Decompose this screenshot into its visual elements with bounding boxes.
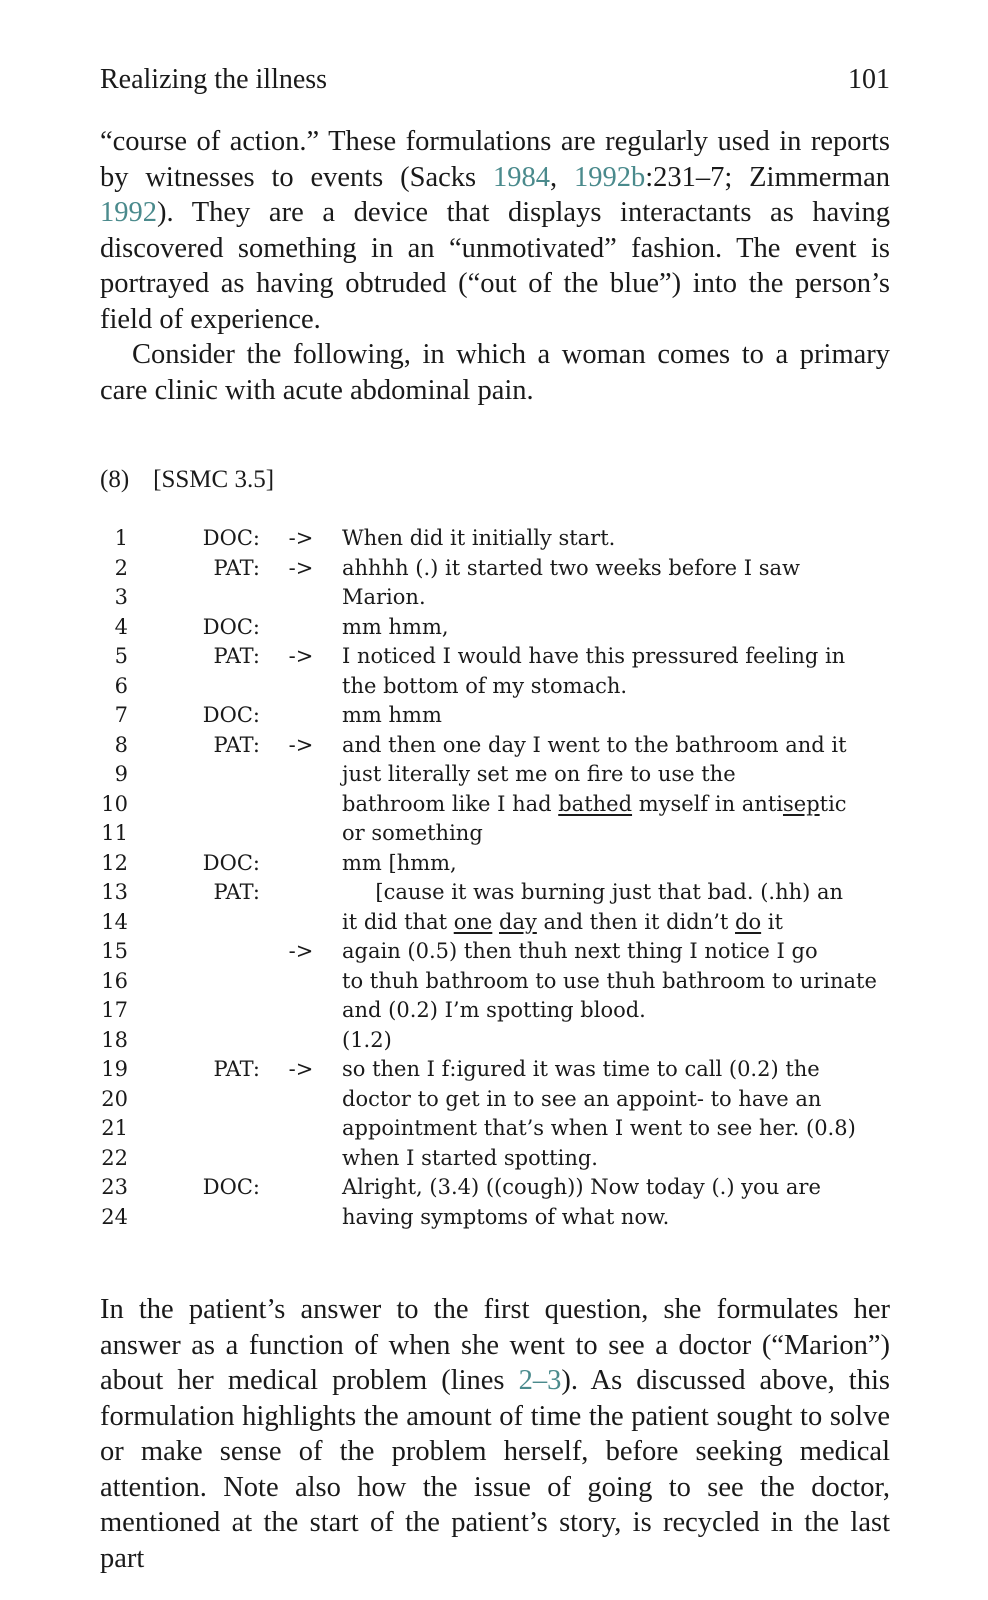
utterance-segment: so then I f:igured it was time to call (0.2) the [342, 1057, 820, 1081]
utterance-segment: Alright, (3.4) ((cough)) Now today (.) you are [342, 1175, 821, 1199]
line-number: 23 [101, 1175, 128, 1199]
line-number: 19 [101, 1057, 128, 1081]
utterance-segment: myself in anti [632, 791, 783, 816]
line-number: 15 [101, 939, 128, 963]
transcript-line [100, 878, 890, 908]
arrow-marker [260, 760, 342, 790]
utterance-segment: bathroom like I had [342, 791, 559, 816]
speaker-label [128, 790, 260, 820]
line-number: 14 [101, 909, 128, 934]
arrow-marker [260, 613, 342, 643]
speaker-label [128, 672, 260, 702]
transcript-line [100, 1055, 890, 1085]
line-number: 16 [101, 968, 128, 993]
line-number: 8 [114, 732, 128, 757]
line-number: 24 [101, 1204, 128, 1229]
line-number: 2 [114, 555, 128, 580]
transcript-line [100, 524, 890, 554]
utterance-text [342, 937, 890, 967]
utterance-text [342, 1055, 890, 1085]
utterance-text [342, 996, 890, 1026]
utterance-segment: having symptoms of what now. [342, 1204, 670, 1229]
transcript-line [100, 583, 890, 613]
running-head [100, 60, 890, 100]
citation-zimmerman-1992[interactable]: 1992 [100, 197, 157, 228]
utterance-segment [492, 910, 499, 934]
arrow-marker [260, 672, 342, 702]
transcript-line [100, 613, 890, 643]
line-number: 21 [101, 1116, 128, 1140]
speaker-label: DOC: [202, 614, 260, 639]
speaker-label [128, 937, 260, 967]
arrow-marker [260, 908, 342, 938]
transcript-line [100, 731, 890, 761]
utterance-segment: appointment that’s when I went to see her. (0.8) [342, 1116, 856, 1140]
line-number: 5 [114, 644, 128, 668]
utterance-segment: to thuh bathroom to use thuh bathroom to urinate [342, 968, 877, 993]
line-number: 12 [101, 850, 128, 875]
line-reference-2-3[interactable]: 2–3 [518, 1365, 562, 1396]
utterance-segment: when I started spotting. [342, 1145, 598, 1170]
utterance-text [342, 554, 890, 584]
arrow-marker [260, 701, 342, 731]
transcript-line [100, 1173, 890, 1203]
speaker-label: DOC: [202, 850, 260, 875]
transcript-line [100, 819, 890, 849]
arrow-marker: -> [288, 1057, 314, 1081]
utterance-segment: [cause it was burning just that bad. (.hh) an [342, 880, 844, 904]
citation-sacks-1984[interactable]: 1984 [492, 161, 550, 193]
transcript-line [100, 790, 890, 820]
speaker-label [128, 583, 260, 613]
utterance-text [342, 849, 890, 879]
arrow-marker [260, 1203, 342, 1233]
arrow-marker: -> [288, 644, 314, 668]
arrow-marker [260, 996, 342, 1026]
speaker-label: DOC: [202, 703, 260, 727]
utterance-segment: doctor to get in to see an appoint- to have an [342, 1086, 822, 1111]
utterance-text [342, 967, 890, 997]
speaker-label [128, 1026, 260, 1056]
example-heading [100, 466, 890, 494]
transcript-line [100, 642, 890, 672]
para3-text-1: In the patient’s answer to the first question, she formulates her answer as a function of when she went to see a doctor (“Marion”) about her medical problem (lines [100, 1294, 890, 1396]
utterance-segment: ahhhh (.) it started two weeks before I saw [342, 555, 801, 580]
utterance-text [342, 819, 890, 849]
arrow-marker [260, 583, 342, 613]
arrow-marker [260, 1144, 342, 1174]
transcript-line [100, 554, 890, 584]
transcript-line [100, 996, 890, 1026]
para1-text-3: :231–7; Zimmerman [645, 161, 890, 193]
speaker-label [128, 1085, 260, 1115]
arrow-marker: -> [288, 526, 314, 550]
speaker-label [128, 760, 260, 790]
arrow-marker [260, 819, 342, 849]
transcript-line [100, 1203, 890, 1233]
utterance-text [342, 583, 890, 613]
speaker-label: PAT: [213, 1057, 260, 1081]
underlined-emphasis: one [453, 909, 493, 934]
arrow-marker: -> [288, 555, 314, 580]
utterance-segment: Marion. [342, 585, 426, 609]
speaker-label [128, 1203, 260, 1233]
underlined-emphasis: bathed [558, 791, 633, 816]
utterance-text [342, 1173, 890, 1203]
utterance-text [342, 642, 890, 672]
transcript-line [100, 1144, 890, 1174]
example-label: [SSMC 3.5] [153, 466, 275, 493]
speaker-label: PAT: [213, 644, 260, 668]
arrow-marker [260, 1026, 342, 1056]
speaker-label [128, 1114, 260, 1144]
utterance-segment: tic [819, 791, 847, 816]
speaker-label: PAT: [213, 732, 260, 757]
speaker-label: PAT: [213, 880, 260, 904]
line-number: 18 [101, 1027, 128, 1052]
utterance-segment: just literally set me on fire to use the [342, 762, 736, 786]
arrow-marker [260, 849, 342, 879]
speaker-label: DOC: [202, 526, 260, 550]
utterance-segment: it [761, 909, 783, 934]
line-number: 20 [101, 1086, 128, 1111]
transcript-line [100, 760, 890, 790]
transcript-line [100, 672, 890, 702]
transcript-line [100, 701, 890, 731]
utterance-segment: mm hmm, [342, 614, 449, 639]
transcript-line [100, 1085, 890, 1115]
utterance-segment: and then it didn’t [536, 909, 736, 934]
utterance-text [342, 878, 890, 908]
utterance-text [342, 790, 890, 820]
page-number: 101 [848, 64, 890, 95]
paragraph-2: Consider the following, in which a woman comes to a primary care clinic with acute abdominal pain. [100, 339, 890, 406]
underlined-emphasis: do [735, 909, 762, 934]
utterance-text [342, 701, 890, 731]
arrow-marker [260, 1173, 342, 1203]
para1-text-1: “course of action.” These formulations are regularly used in reports by witnesses to events (Sacks [100, 126, 890, 193]
utterance-segment: the bottom of my stomach. [342, 673, 628, 698]
line-number: 22 [101, 1145, 128, 1170]
utterance-text [342, 524, 890, 554]
transcript-line [100, 849, 890, 879]
utterance-segment: I noticed I would have this pressured feeling in [342, 644, 846, 668]
utterance-segment: mm hmm [342, 703, 442, 727]
line-number: 9 [114, 762, 128, 786]
underlined-emphasis: sep [782, 791, 820, 816]
speaker-label: DOC: [202, 1175, 260, 1199]
utterance-text [342, 731, 890, 761]
transcript-line [100, 1026, 890, 1056]
speaker-label [128, 1144, 260, 1174]
utterance-segment: When did it initially start. [342, 526, 616, 550]
arrow-marker [260, 1085, 342, 1115]
arrow-marker [260, 878, 342, 908]
utterance-segment: again (0.5) then thuh next thing I notice I go [342, 939, 818, 963]
utterance-segment: mm [hmm, [342, 850, 457, 875]
utterance-text [342, 672, 890, 702]
running-title: Realizing the illness [100, 64, 328, 95]
utterance-text [342, 760, 890, 790]
line-number: 3 [114, 585, 128, 609]
utterance-text [342, 908, 890, 938]
para3-text-2: ). As discussed above, this formulation highlights the amount of time the patient sought to solve or make sense of the problem herself, before seeking medical attention. Note also how the issue of going to see the doctor, mentioned at the start of the patient’s story, is recycled in the last part [100, 1365, 890, 1574]
utterance-segment: (1.2) [342, 1027, 392, 1052]
speaker-label [128, 996, 260, 1026]
line-number: 4 [114, 614, 128, 639]
utterance-text [342, 613, 890, 643]
page [100, 60, 890, 1576]
arrow-marker [260, 790, 342, 820]
line-number: 10 [101, 791, 128, 816]
utterance-text [342, 1114, 890, 1144]
transcript-line [100, 908, 890, 938]
utterance-segment: and then one day I went to the bathroom and it [342, 732, 847, 757]
arrow-marker [260, 1114, 342, 1144]
line-number: 13 [101, 880, 128, 904]
arrow-marker: -> [288, 939, 314, 963]
transcript-line [100, 937, 890, 967]
utterance-segment: or something [342, 821, 483, 845]
citation-sacks-1992b[interactable]: 1992b [573, 161, 646, 193]
line-number: 11 [101, 821, 128, 845]
speaker-label [128, 967, 260, 997]
utterance-segment: it did that [342, 909, 454, 934]
paragraph-1 [100, 124, 890, 337]
example-number: (8) [100, 466, 130, 493]
speaker-label [128, 819, 260, 849]
paragraph-3 [100, 1292, 890, 1576]
utterance-text [342, 1203, 890, 1233]
speaker-label: PAT: [213, 555, 260, 580]
utterance-text [342, 1085, 890, 1115]
arrow-marker: -> [288, 732, 314, 757]
utterance-text [342, 1026, 890, 1056]
transcript-line [100, 1114, 890, 1144]
speaker-label [128, 908, 260, 938]
transcript-line [100, 967, 890, 997]
para1-text-2: , [549, 161, 574, 193]
line-number: 17 [101, 998, 128, 1022]
utterance-segment: and (0.2) I’m spotting blood. [342, 998, 646, 1022]
transcript [100, 524, 890, 1232]
arrow-marker [260, 967, 342, 997]
line-number: 7 [114, 703, 128, 727]
line-number: 1 [114, 526, 128, 550]
para1-text-4: ). They are a device that displays interactants as having discovered something in an “unmotivated” fashion. The event is portrayed as having obtruded (“out of the blue”) into the person’s field of experience. [100, 197, 890, 335]
underlined-emphasis: day [499, 909, 537, 934]
utterance-text [342, 1144, 890, 1174]
line-number: 6 [114, 673, 128, 698]
